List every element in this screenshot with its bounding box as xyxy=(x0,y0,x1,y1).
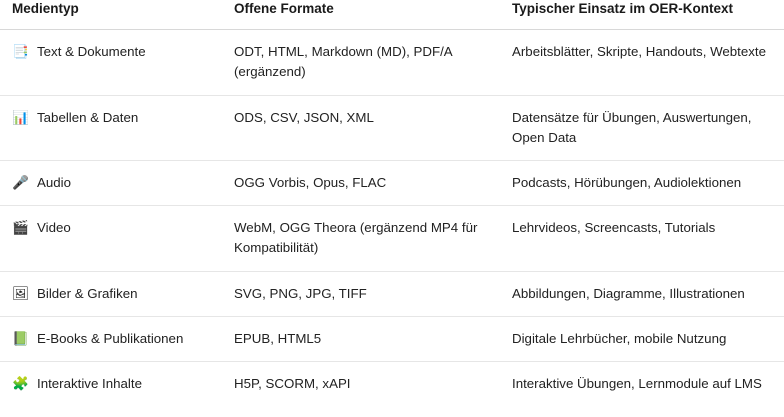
cell-medientyp xyxy=(0,206,224,271)
cell-medientyp xyxy=(0,95,224,160)
cell-typischer-einsatz: Podcasts, Hörübungen, Audiolektionen xyxy=(502,161,784,206)
cell-medientyp xyxy=(0,362,224,407)
cell-offene-formate: OGG Vorbis, Opus, FLAC xyxy=(224,161,502,206)
cell-offene-formate: ODT, HTML, Markdown (MD), PDF/A (ergänzend) xyxy=(224,30,502,95)
puzzle-piece-icon: 🧩 xyxy=(12,376,29,392)
cell-typischer-einsatz: Lehrvideos, Screencasts, Tutorials xyxy=(502,206,784,271)
table-row xyxy=(0,95,784,160)
cell-offene-formate: H5P, SCORM, xAPI xyxy=(234,376,351,392)
cell-typischer-einsatz: Arbeitsblätter, Skripte, Handouts, Webtexte xyxy=(502,30,784,95)
table-row xyxy=(0,161,784,206)
table-header xyxy=(0,0,784,30)
cell-offene-formate: EPUB, HTML5 xyxy=(224,316,502,361)
cell-typischer-einsatz: Interaktive Übungen, Lernmodule auf LMS xyxy=(512,376,762,392)
cell-offene-formate: ODS, CSV, JSON, XML xyxy=(224,95,502,160)
column-header-medientyp: Medientyp xyxy=(0,0,224,30)
cell-typischer-einsatz: Digitale Lehrbücher, mobile Nutzung xyxy=(502,316,784,361)
picture-icon: 🖼 xyxy=(12,285,30,301)
clapperboard-icon: 🎬 xyxy=(12,220,29,236)
bar-chart-icon: 📊 xyxy=(12,109,29,125)
book-icon: 📗 xyxy=(12,330,29,346)
column-header-typischer-einsatz: Typischer Einsatz im OER-Kontext xyxy=(502,0,784,30)
media-type-label: Bilder & Grafiken xyxy=(37,285,138,301)
column-header-offene-formate: Offene Formate xyxy=(224,0,502,30)
cell-medientyp xyxy=(0,30,224,95)
media-type-label: Tabellen & Daten xyxy=(37,109,139,125)
microphone-icon: 🎤 xyxy=(12,175,29,191)
media-type-label: E-Books & Publikationen xyxy=(37,330,184,346)
table-row xyxy=(0,30,784,95)
media-type-label: Interaktive Inhalte xyxy=(37,376,142,392)
cell-offene-formate: WebM, OGG Theora (ergänzend MP4 für Kompatibilität) xyxy=(224,206,502,271)
table-row xyxy=(0,362,784,407)
table-row xyxy=(0,271,784,316)
documents-icon: 📑 xyxy=(12,44,29,60)
cell-medientyp xyxy=(0,161,224,206)
table-row xyxy=(0,206,784,271)
table-row xyxy=(0,316,784,361)
table-body xyxy=(0,30,784,407)
cell-typischer-einsatz: Abbildungen, Diagramme, Illustrationen xyxy=(502,271,784,316)
table-header-row xyxy=(0,0,784,30)
cell-medientyp xyxy=(0,316,224,361)
media-type-label: Audio xyxy=(37,175,72,191)
media-type-label: Video xyxy=(37,220,71,236)
media-type-label: Text & Dokumente xyxy=(37,44,146,60)
cell-typischer-einsatz: Datensätze für Übungen, Auswertungen, Open Data xyxy=(502,95,784,160)
cell-offene-formate: SVG, PNG, JPG, TIFF xyxy=(224,271,502,316)
cell-medientyp xyxy=(0,271,224,316)
